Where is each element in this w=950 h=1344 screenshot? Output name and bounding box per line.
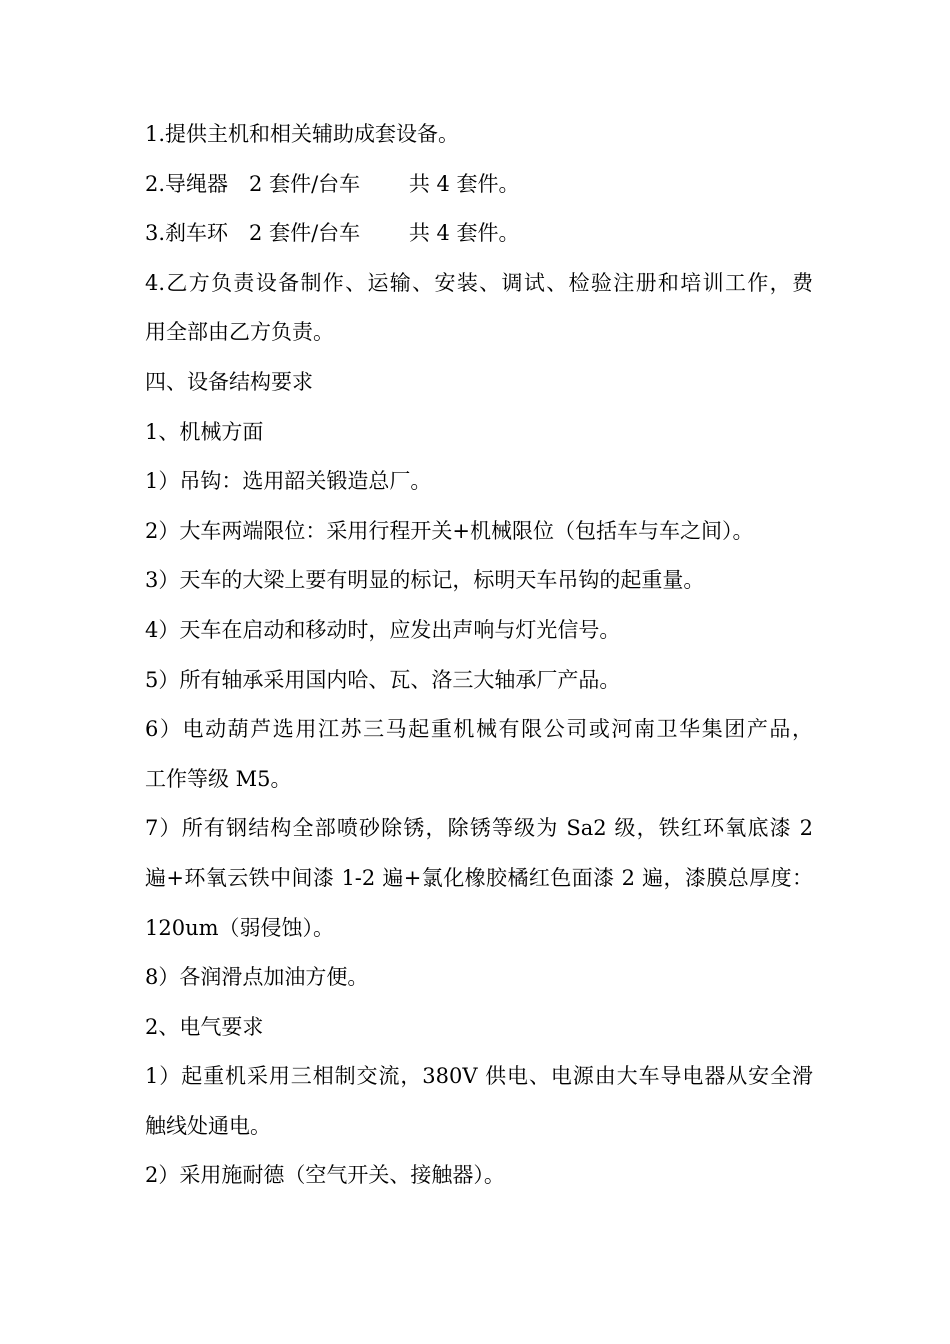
elec-item-1-line-1: 1）起重机采用三相制交流，380V 供电、电源由大车导电器从安全滑	[145, 1064, 813, 1089]
mech-item-7-line-2: 遍+环氧云铁中间漆 1-2 遍+氯化橡胶橘红色面漆 2 遍，漆膜总厚度：	[145, 865, 813, 890]
subsection-heading-mechanical: 1、机械方面	[145, 419, 264, 444]
document-body	[145, 110, 813, 1201]
mech-item-1: 1）吊钩：选用韶关锻造总厂。	[145, 469, 432, 494]
paragraph-item-1: 1.提供主机和相关辅助成套设备。	[145, 122, 460, 146]
subsection-heading-electrical: 2、电气要求	[145, 1014, 264, 1039]
mech-item-7-line-3: 120um（弱侵蚀）。	[145, 915, 335, 940]
section-heading-4: 四、设备结构要求	[145, 369, 313, 394]
elec-item-2: 2）采用施耐德（空气开关、接触器）。	[145, 1163, 505, 1188]
paragraph-item-4-line-1: 4.乙方负责设备制作、运输、安装、调试、检验注册和培训工作，费	[145, 270, 813, 295]
mech-item-4: 4）天车在启动和移动时，应发出声响与灯光信号。	[145, 617, 621, 642]
mech-item-6-line-2: 工作等级 M5。	[145, 766, 292, 791]
mech-item-3: 3）天车的大梁上要有明显的标记，标明天车吊钩的起重量。	[145, 568, 705, 593]
paragraph-item-2: 2.导绳器 2 套件/台车 共 4 套件。	[145, 171, 520, 196]
elec-item-1-line-2: 触线处通电。	[145, 1113, 271, 1138]
paragraph-item-4-line-2: 用全部由乙方负责。	[145, 320, 334, 345]
mech-item-7-line-1: 7）所有钢结构全部喷砂除锈，除锈等级为 Sa2 级，铁红环氧底漆 2	[145, 816, 813, 841]
mech-item-6-line-1: 6）电动葫芦选用江苏三马起重机械有限公司或河南卫华集团产品，	[145, 717, 813, 742]
paragraph-item-3: 3.刹车环 2 套件/台车 共 4 套件。	[145, 221, 520, 246]
mech-item-8: 8）各润滑点加油方便。	[145, 965, 369, 990]
mech-item-2: 2）大车两端限位：采用行程开关+机械限位（包括车与车之间）。	[145, 518, 754, 543]
mech-item-5: 5）所有轴承采用国内哈、瓦、洛三大轴承厂产品。	[145, 667, 621, 692]
